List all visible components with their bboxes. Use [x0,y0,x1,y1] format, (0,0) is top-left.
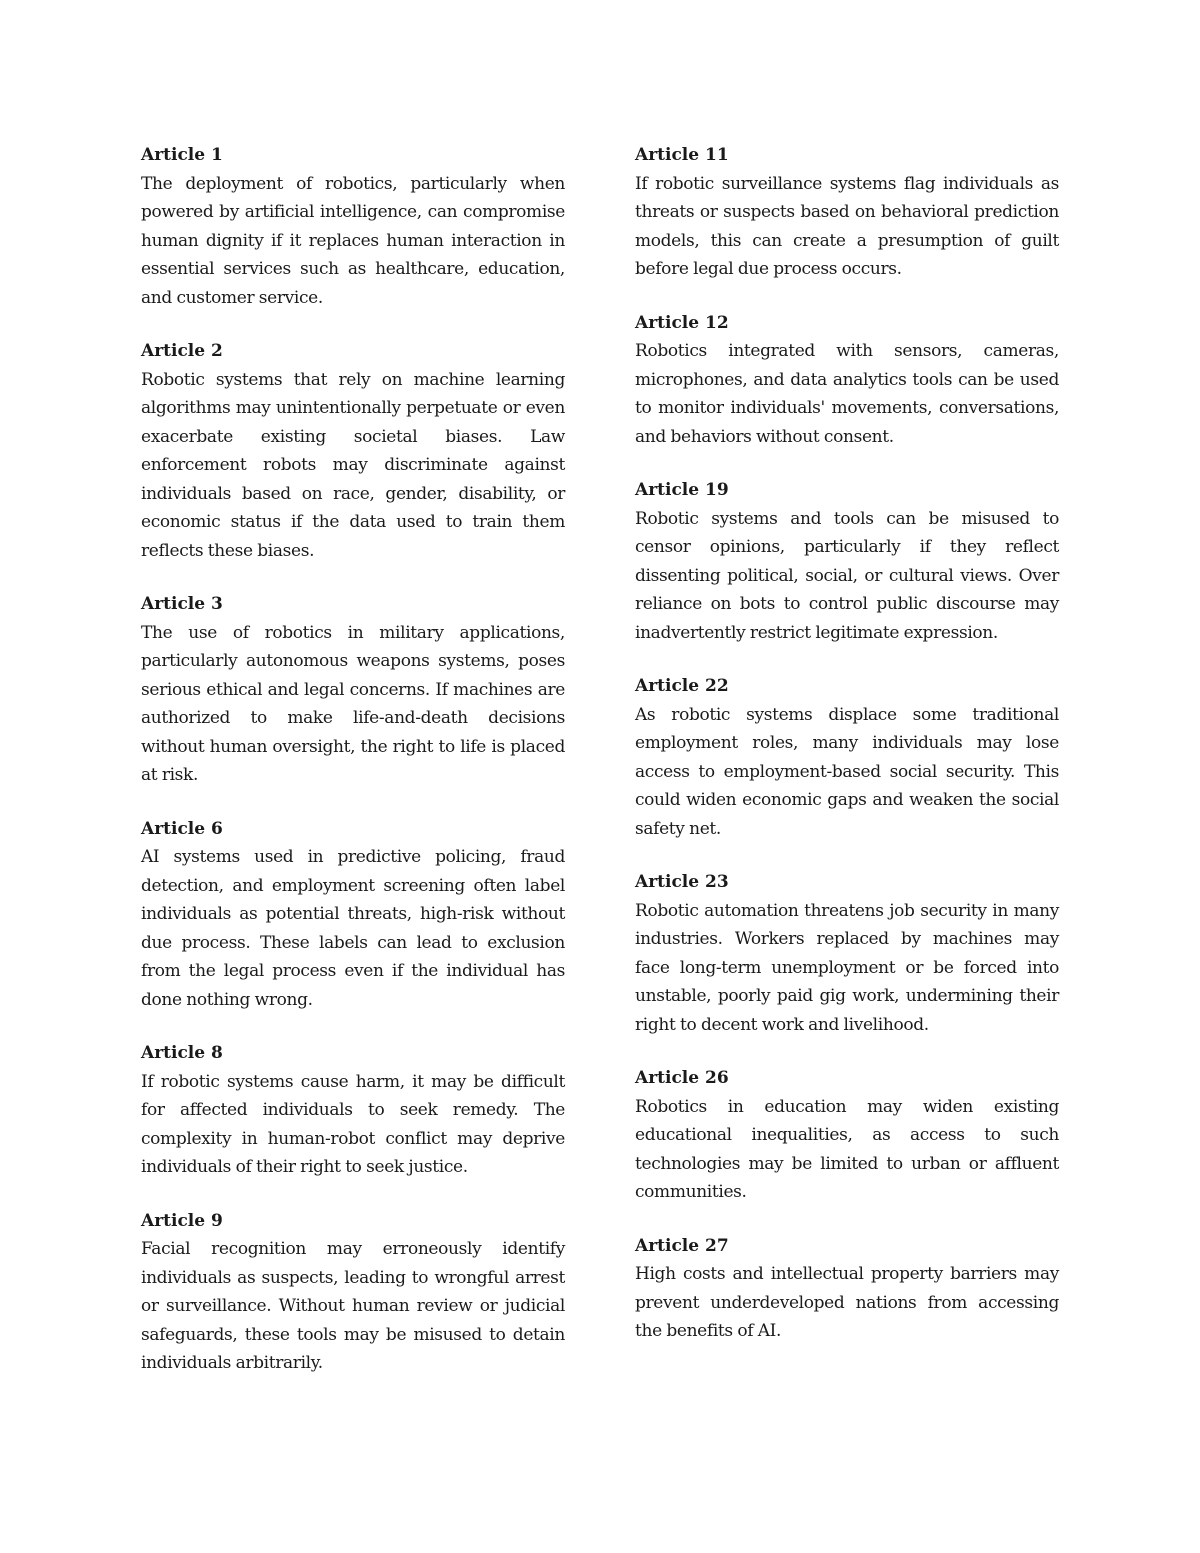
article-title: Article 27 [635,1235,729,1256]
article-body: AI systems used in predictive policing, fraud detection, and employment screening often label individuals as potential threats, high-risk without due process. These labels can lead to exclusion from the legal process even if the individual has done nothing wrong. [141,847,565,1010]
article-title: Article 9 [141,1210,223,1231]
article-body: As robotic systems displace some traditional employment roles, many individuals may lose access to employment-based social security. This could widen economic gaps and weaken the social safety net. [635,704,1059,839]
article-22 [635,672,1059,843]
article-title: Article 12 [635,312,729,333]
article-title: Article 6 [141,818,223,839]
article-2 [141,337,565,565]
article-title: Article 23 [635,872,729,892]
article-title: Article 11 [635,145,729,165]
article-23 [635,868,1059,1039]
article-title: Article 3 [141,594,223,614]
article-9 [141,1207,565,1378]
article-8 [141,1039,565,1182]
article-3 [141,590,565,790]
article-title: Article 8 [141,1043,223,1063]
article-body: Robotic systems that rely on machine learning algorithms may unintentionally perpetuate or even exacerbate existing societal biases. Law enforcement robots may discriminate against individuals based on race, gender, disability, or economic status if the data used to train them reflects these biases. [141,369,565,561]
article-11 [635,141,1059,284]
article-body: Robotics integrated with sensors, cameras, microphones, and data analytics tools can be used to monitor individuals' movements, conversations, and behaviors without consent. [635,341,1059,447]
article-27 [635,1232,1059,1346]
article-title: Article 19 [635,480,729,500]
article-12 [635,309,1059,452]
left-column [141,141,565,1403]
article-6 [141,815,565,1015]
right-column [635,141,1059,1371]
article-body: If robotic surveillance systems flag individuals as threats or suspects based on behavioral prediction models, this can create a presumption of guilt before legal due process occurs. [635,173,1059,279]
article-body: The deployment of robotics, particularly when powered by artificial intelligence, can compromise human dignity if it replaces human interaction in essential services such as healthcare, education, and customer service. [141,173,565,308]
article-body: The use of robotics in military applications, particularly autonomous weapons systems, poses serious ethical and legal concerns. If machines are authorized to make life-and-death decisions without human oversight, the right to life is placed at risk. [141,622,565,785]
article-body: Robotics in education may widen existing educational inequalities, as access to such technologies may be limited to urban or affluent communities. [635,1096,1059,1202]
article-body: Robotic systems and tools can be misused to censor opinions, particularly if they reflect dissenting political, social, or cultural views. Over reliance on bots to control public discourse may inadvertently restrict legitimate expression. [635,508,1059,643]
article-body: Facial recognition may erroneously identify individuals as suspects, leading to wrongful arrest or surveillance. Without human review or judicial safeguards, these tools may be misused to detain individuals arbitrarily. [141,1239,565,1373]
article-title: Article 1 [141,145,223,165]
article-19 [635,476,1059,647]
article-1 [141,141,565,312]
article-body: High costs and intellectual property barriers may prevent underdeveloped nations from accessing the benefits of AI. [635,1264,1059,1341]
article-title: Article 22 [635,676,729,696]
article-body: If robotic systems cause harm, it may be difficult for affected individuals to seek remedy. The complexity in human-robot conflict may deprive individuals of their right to seek justice. [141,1071,565,1177]
article-title: Article 26 [635,1068,729,1088]
article-title: Article 2 [141,341,223,361]
article-body: Robotic automation threatens job security in many industries. Workers replaced by machines may face long-term unemployment or be forced into unstable, poorly paid gig work, undermining their right to decent work and livelihood. [635,900,1059,1035]
article-26 [635,1064,1059,1207]
